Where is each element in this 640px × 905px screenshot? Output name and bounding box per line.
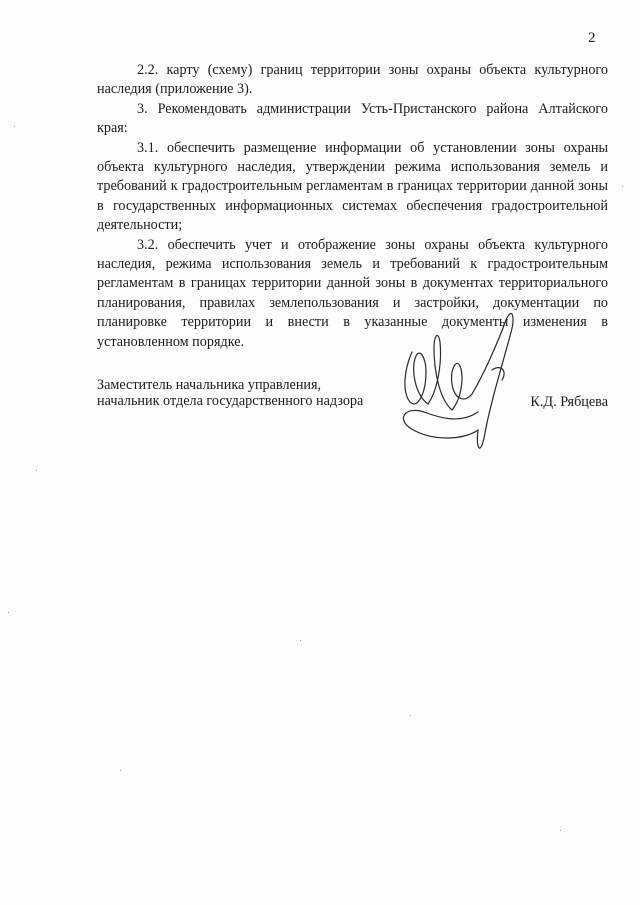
signer-name: К.Д. Рябцева bbox=[530, 394, 608, 410]
paragraph-3-2: 3.2. обеспечить учет и отображение зоны охраны объекта культурного наследия, режима использования земель и требований к градостроительным регламентам в границах территории данной зоны в документах территориального планирования, правилах землепользования и застройки, документации по планировке территории и внести в указанные документы изменения в установленном порядке. bbox=[97, 236, 608, 350]
scan-speck bbox=[14, 126, 15, 127]
paragraph-3: 3. Рекомендовать администрации Усть-Пристанского района Алтайского края: bbox=[97, 100, 608, 137]
signature-block bbox=[97, 376, 608, 456]
paragraph-2-2: 2.2. карту (схему) границ территории зоны охраны объекта культурного наследия (приложение 3). bbox=[97, 62, 608, 98]
scan-speck bbox=[36, 470, 37, 471]
signer-title-line1: Заместитель начальника управления, bbox=[97, 377, 322, 393]
scan-speck bbox=[622, 186, 623, 187]
scan-speck bbox=[560, 830, 561, 831]
signer-title-line2: начальник отдела государственного надзора bbox=[97, 393, 364, 409]
scan-speck bbox=[300, 640, 301, 641]
page-number: 2 bbox=[588, 30, 596, 46]
scan-speck bbox=[120, 770, 121, 771]
scan-speck bbox=[410, 715, 411, 716]
scan-speck bbox=[8, 612, 9, 613]
paragraph-3-1: 3.1. обеспечить размещение информации об установлении зоны охраны объекта культурного наследия, утверждении режима использования земель и требований к градостроительным регламентам в границах территории данной зоны в государственных информационных системах обеспечения градостроительной деятельности; bbox=[97, 139, 608, 234]
